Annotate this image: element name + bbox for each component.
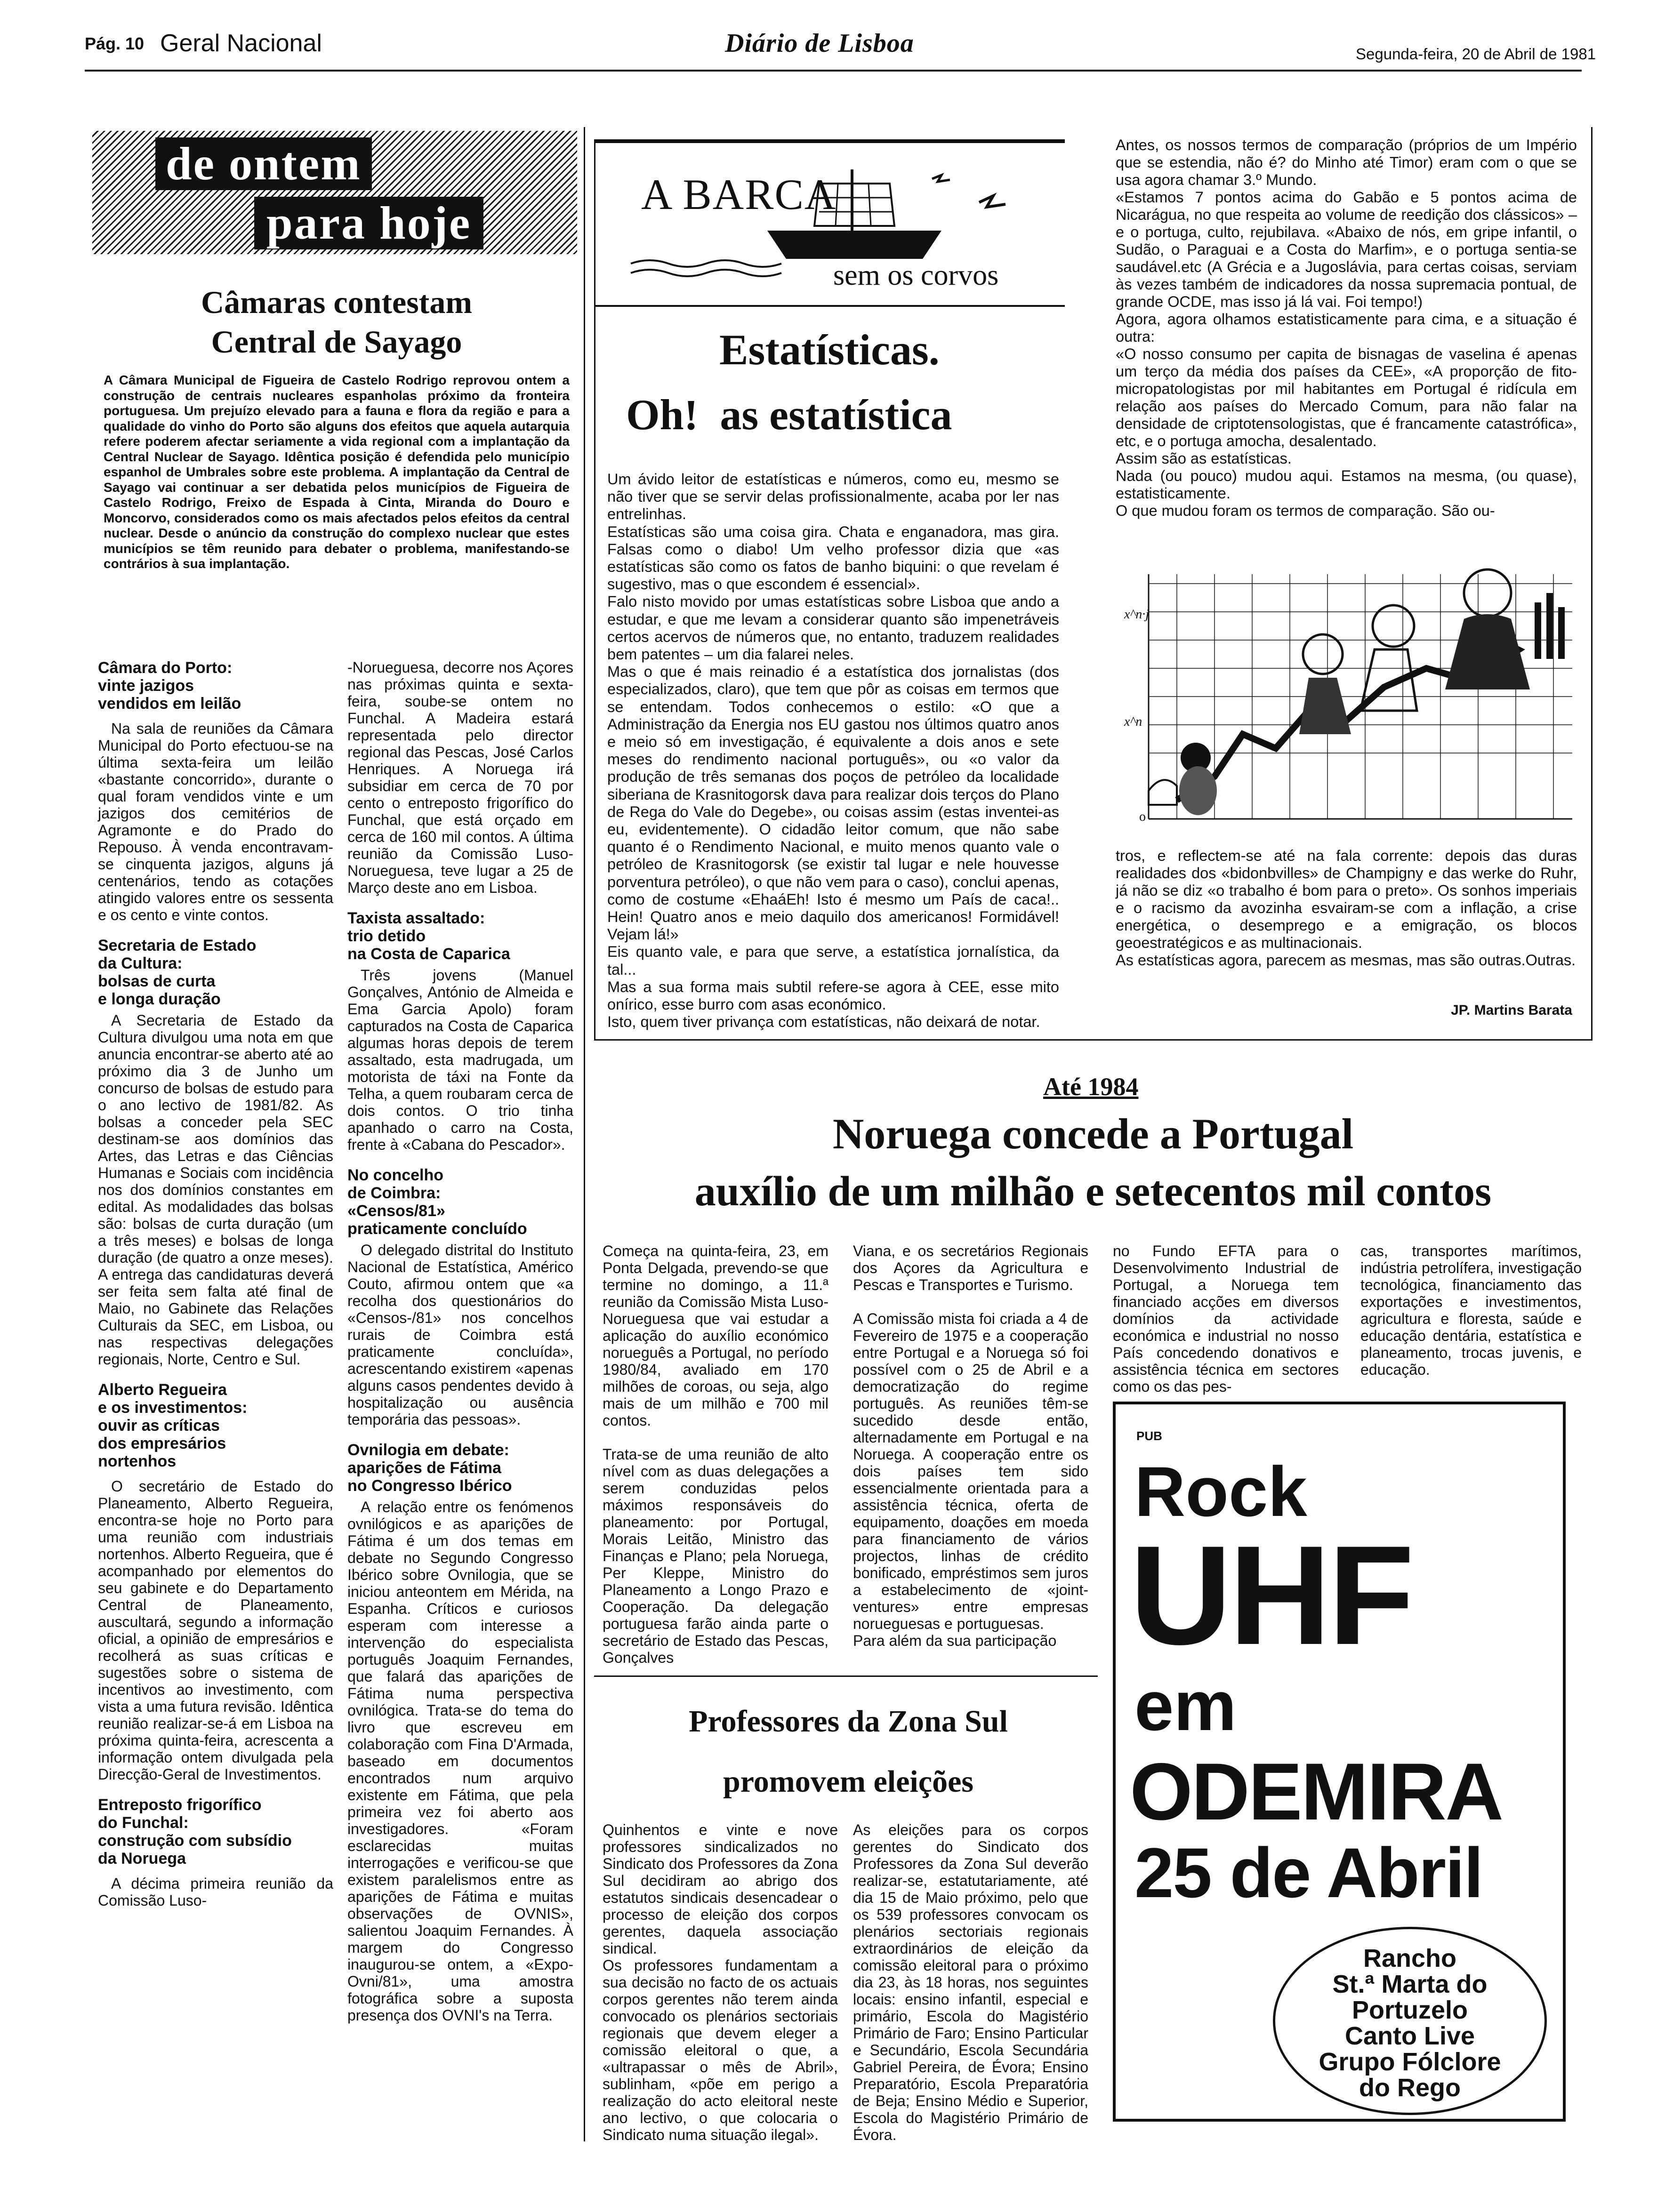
noruega-kicker: Até 1984 bbox=[1043, 1073, 1139, 1101]
ad-lineup-text: Rancho St.ª Marta do Portuzelo Canto Live Grupo Fólclore do Rego bbox=[1319, 1944, 1501, 2102]
banner-para-hoje: para hoje bbox=[254, 197, 483, 249]
brief-headline: Entreposto frigorífico do Funchal: construção com subsídio da Noruega bbox=[98, 1796, 292, 1867]
page-header bbox=[0, 0, 1657, 94]
issue-date: Segunda-feira, 20 de Abril de 1981 bbox=[1356, 45, 1596, 63]
brief-headline: Taxista assaltado: trio detido na Costa de Caparica bbox=[347, 909, 510, 963]
cartoon-axis-mid-label: x^n bbox=[1124, 714, 1142, 729]
barca-logo bbox=[612, 151, 1045, 301]
barca-title-1: Estatísticas. bbox=[719, 326, 940, 374]
ontem-column-2 bbox=[347, 659, 578, 2024]
noruega-column-1: Começa na quinta-feira, 23, em Ponta Delgada, prevendo-se que termine no domingo, a 11.ª reunião da Comissão Mista Luso-Norueguesa que vai estudar a aplicação do auxílio económico norueguês a Portugal, no período 1980/84, avaliado em 170 milhões de coroas, ou seja, algo mais de um milhão e 700 mil contos. Trata-se de uma reunião de alto nível com as duas delegações a serem conduzidas pelos máximos responsáveis do planeamento: por Portugal, Morais Leitão, Ministro das Finanças e Plano; pela Noruega, Per Kleppe, Ministro do Planeamento a Longo Prazo e Cooperação. Da delegação portuguesa farão ainda parte o secretário de Estado das Pescas, Gonçalves bbox=[603, 1242, 828, 1666]
noruega-column-3: no Fundo EFTA para o Desenvolvimento Industrial de Portugal, a Noruega tem financiado acções em diversos domínios da actividade económica e industrial no nosso País concedendo donativos e assistência técnica em sectores como os das pes- bbox=[1113, 1242, 1343, 1395]
ontem-lead: A Câmara Municipal de Figueira de Castelo Rodrigo reprovou ontem a construção de centrais nucleares espanholas próximo da fronteira portuguesa. Um prejuízo elevado para a fauna e flora da região e para a qualidade do vinho do Porto são alguns dos efeitos que aquela autarquia refere poderem afectar seriamente a vida regional com a implantação da Central Nuclear de Sayago. Idêntica posição é defendida pelo município espanhol de Umbrales sobre este problema. A implantação da Central de Sayago vai continuar a ser debatida pelos municípios de Figueira de Castelo Rodrigo, Freixo de Espada à Cinta, Miranda do Douro e Moncorvo, considerados como os mais afectados pelos efeitos da central nuclear. Desde o anúncio da construção do complexo nuclear que estes municípios se têm reunido para debater o problema, manifestando-se contrários à sua implantação. bbox=[104, 373, 570, 571]
noruega-bottom-rule bbox=[594, 1675, 1098, 1677]
barca-frame-left bbox=[594, 139, 595, 1041]
brief-text: A relação entre os fenómenos ovnilógicos e as aparições de Fátima é um dos temas em debate no Segundo Congresso Ibérico sobre Ovnilogia, que se iniciou anteontem em Mérida, na Espanha. Críticos e curiosos esperam com interesse a intervenção do especialista português Joaquim Fernandes, que falará das aparições de Fátima numa perspectiva ovnilógica. Trata-se do tema do livro que escreveu em colaboração com Fina D'Armada, baseado em documentos encontrados num arquivo existente em Fátima, que pela primeira vez foi aberto aos investigadores. «Foram esclarecidas muitas interrogações e verificou-se que existem paralelismos entre as aparições de Fátima e muitas observações de OVNIS», salientou Joaquim Fernandes. À margem do Congresso inaugurou-se ontem, a «Expo-Ovni/81», uma amostra fotográfica sobre a suposta presença dos OVNI's na Terra. bbox=[347, 1499, 578, 2024]
brief-headline: Secretaria de Estado da Cultura: bolsas de curta e longa duração bbox=[98, 937, 257, 1008]
header-rule bbox=[85, 70, 1582, 72]
professores-title-2: promovem eleições bbox=[723, 1764, 974, 1799]
brief-text: -Norueguesa, decorre nos Açores nas próximas quinta e sexta-feira, soube-se ontem no Funchal. A Madeira estará representada pelo director regional das Pescas, José Carlos Henriques. A Noruega irá subsidiar em cerca de 70 por cento o entreposto frigorífico do Funchal, que está orçado em cerca de 160 mil contos. A última reunião da Comissão Luso-Norueguesa, teve lugar a 25 de Março deste ano em Lisboa. bbox=[347, 659, 578, 896]
statistics-cartoon bbox=[1120, 555, 1582, 838]
masthead-logo: Diário de Lisboa bbox=[725, 29, 914, 58]
barca-top-rule bbox=[594, 139, 1065, 143]
barca-author: JP. Martins Barata bbox=[1451, 1002, 1572, 1018]
professores-title-1: Professores da Zona Sul bbox=[689, 1704, 1008, 1739]
news-brief bbox=[347, 1441, 578, 2024]
news-brief bbox=[98, 1796, 338, 1909]
barca-logo-subtitle: sem os corvos bbox=[833, 259, 999, 291]
brief-text: Na sala de reuniões da Câmara Municipal do Porto efectuou-se na última sexta-feira um leilão «bastante concorrido», durante o qual foram vendidos vinte e um jazigos dos cemitérios de Agramonte e do Prado do Repouso. À venda encontravam-se cinquenta jazigos, alguns já centenários, tendo as cotações atingido valores entre os sessenta e os cento e vinte contos. bbox=[98, 720, 338, 923]
barca-column-2-bottom: tros, e reflectem-se até na fala corrente: depois das duras realidades dos «bidonbvilles» de Champigny e das werke do Ruhr, já não se diz «o trabalho é bom para o preto». Os sonhos imperiais e o racismo da avozinha esvairam-se com a inflação, a crise energética, o desemprego e a emigração, os blocos geoestratégicos e as multinacionais. As estatísticas agora, parecem as mesmas, mas são outras.Outras. bbox=[1116, 847, 1577, 969]
brief-text: A décima primeira reunião da Comissão Luso- bbox=[98, 1875, 338, 1909]
brief-headline: No concelho de Coimbra: «Censos/81» praticamente concluído bbox=[347, 1166, 527, 1238]
news-brief bbox=[347, 659, 578, 896]
banner-de-ontem: de ontem bbox=[155, 137, 372, 190]
brief-headline: Alberto Regueira e os investimentos: ouvir as críticas dos empresários nortenhos bbox=[98, 1381, 248, 1470]
cartoon-drawing bbox=[1120, 555, 1582, 838]
barca-logo-rule bbox=[594, 305, 1065, 307]
page-number: Pág. 10 bbox=[85, 34, 145, 53]
barca-frame-bottom bbox=[594, 1039, 1593, 1041]
professores-column-1: Quinhentos e vinte e nove professores sindicalizados no Sindicato dos Professores da Zona Sul decidiram ao abrigo dos estatutos sindicais desencadear o processo de eleição dos corpos gerentes, daquela associação sindical. Os professores fundamentam a sua decisão no facto de os actuais corpos gerentes não terem ainda convocado os plenários sectoriais regionais que devem eleger a comissão eleitoral o que, a «ultrapassar o mês de Abril», sublinham, «põe em perigo a realização do acto eleitoral neste ano lectivo, o que colocaria o Sindicato numa situação ilegal». bbox=[603, 1821, 838, 2143]
cartoon-axis-top-label: x^n·j bbox=[1124, 607, 1150, 622]
uhf-advertisement bbox=[1113, 1402, 1566, 2122]
section-name: Geral Nacional bbox=[160, 30, 322, 57]
noruega-column-2: Viana, e os secretários Regionais dos Açores da Agricultura e Pescas e Transportes e Turismo. A Comissão mista foi criada a 4 de Fevereiro de 1975 e a cooperação entre Portugal e a Noruega só foi possível com o 25 de Abril e a democratização do regime português. As reuniões têm-se sucedido desde então, alternadamente em Portugal e na Noruega. A cooperação entre os dois países tem sido essencialmente orientada para a assistência técnica, oferta de equipamento, doações em moeda para financiamento de vários projectos, linhas de crédito bonificado, empréstimos sem juros a estabelecimento de «joint-ventures» entre empresas norueguesas e portuguesas. Para além da sua participação bbox=[853, 1242, 1088, 1649]
news-brief bbox=[98, 1381, 338, 1783]
noruega-title-2: auxílio de um milhão e setecentos mil contos bbox=[694, 1168, 1492, 1215]
brief-text: O secretário de Estado do Planeamento, Alberto Regueira, encontra-se hoje no Porto para uma reunião com industriais nortenhos. Alberto Regueira, que é acompanhado por elementos do seu gabinete e do Departamento Central de Planeamento, auscultará, segundo a informação oficial, a opinião de empresários e recolherá as suas críticas e sugestões sobre o sistema de incentivos ao investimento, com vista a uma futura revisão. Idêntica reunião realizar-se-á em Lisboa na próxima quinta-feira, acrescenta a informação ontem divulgada pela Direcção-Geral de Investimentos. bbox=[98, 1478, 338, 1783]
professores-column-2: As eleições para os corpos gerentes do Sindicato dos Professores da Zona Sul deverão realizar-se, estatutariamente, até dia 15 de Maio próximo, pelo que os 539 professores convocam os plenários sectoriais regionais extraordinários de eleição da comissão eleitoral para o próximo dia 23, às 18 horas, nos seguintes locais: ensino infantil, especial e primário, Escola do Magistério Primário de Faro; Ensino Particular e Secundário, Escola Secundária Gabriel Pereira, de Évora; Ensino Preparatório, Escola Preparatória de Beja; Ensino Médio e Superior, Escola do Magistério Primário de Évora. bbox=[853, 1821, 1093, 2143]
news-brief bbox=[98, 659, 338, 923]
brief-headline: Ovnilogia em debate: aparições de Fátima no Congresso Ibérico bbox=[347, 1441, 512, 1495]
barca-title-2: Oh! as estatística bbox=[626, 391, 952, 439]
ontem-headline: Câmaras contestam Central de Sayago bbox=[201, 284, 472, 360]
ad-odemira: ODEMIRA bbox=[1130, 1747, 1503, 1837]
brief-text: Três jovens (Manuel Gonçalves, António de Almeida e Ema Garcia Apolo) foram capturados na Costa de Caparica algumas horas depois de terem assaltado, esta madrugada, um motorista de táxi na Fonte da Telha, a quem roubaram cerca de dois contos. O trio tinha apanhado o carro na Costa, frente à «Cabana do Pescador». bbox=[347, 967, 578, 1153]
brief-headline: Câmara do Porto: vinte jazigos vendidos em leilão bbox=[98, 659, 241, 713]
ad-uhf: UHF bbox=[1130, 1516, 1412, 1674]
news-brief bbox=[347, 1166, 578, 1428]
barca-column-1: Um ávido leitor de estatísticas e números, como eu, mesmo se não tiver que se servir delas profissionalmente, acaba por ler nas entrelinhas. Estatísticas são uma coisa gira. Chata e enganadora, mas gira. Falsas como o diabo! Um velho professor dizia que «as estatísticas são como os fatos de banho biquini: o que revelam é sugestivo, mas o que escondem é essencial». Falo nisto movido por umas estatísticas sobre Lisboa que ando a estudar, e que me levam a considerar quanto são impenetráveis certos acervos de números que, no entanto, traduzem realidades bem patentes – um dia falarei neles. Mas o que é mais reinadio é a estatística dos jornalistas (dos especializados, claro), que tem que pôr as coisas em termos que se entendam. Todos conhecemos o estilo: «O que a Administração da Energia nos EU gastou nos últimos quatro anos e meio só em investigação, é equivalente a dois anos e sete meses do rendimento nacional português», ou «o valor da produção de três semanas dos poços de petróleo da localidade siberiana de Krasnitogorsk dava para realizar dois terços do Plano de Rega do Vale do Degebe», ou coisas assim (estas inventei-as eu, evidentemente). O cidadão leitor comum, que não sabe quanto é o Rendimento Nacional, e muito menos quanto vale o petróleo de Krasnitogorsk (se existir tal lugar e nele houvesse porventura petróleo), o que não vem para o caso), conclui apenas, como de costume «EhaáEh! Isto é mesmo um País de caca!.. Hein! Quatro anos e meio daquilo dos americanos! Formidável! Vejam lá!» Eis quanto vale, e para que serve, a estatística jornalística, da tal... Mas a sua forma mais subtil refere-se agora à CEE, esse mito onírico, esse burro com asas económico. Isto, quem tiver privança com estatísticas, não deixará de notar. bbox=[607, 471, 1059, 1031]
brief-text: A Secretaria de Estado da Cultura divulgou uma nota em que anuncia encontrar-se aberto até ao próximo dia 3 de Junho um concurso de bolsas de estudo para o ano lectivo de 1981/82. As bolsas a conceder pela SEC destinam-se aos domínios das Artes, das Letras e das Ciências Humanas e Sociais com incidência nos dos domínios constantes em edital. As modalidades das bolsas são: bolsas de curta duração (um a três meses) e bolsas de longa duração (de quatro a onze meses). A entrega das candidaturas deverá ser feita sem falta até final de Maio, no Gabinete das Relações Culturais da SEC, em Lisboa, ou nas respectivas delegações regionais, Norte, Centro e Sul. bbox=[98, 1012, 338, 1368]
news-brief bbox=[98, 937, 338, 1368]
cartoon-axis-zero-label: o bbox=[1139, 809, 1146, 824]
ad-em: em bbox=[1134, 1666, 1237, 1745]
ontem-column-1 bbox=[98, 659, 338, 1909]
news-brief bbox=[347, 909, 578, 1153]
ad-date: 25 de Abril bbox=[1134, 1833, 1483, 1912]
brief-text: O delegado distrital do Instituto Nacional de Estatística, Américo Couto, afirmou ontem que «a recolha dos questionários do «Censos-/81» nos concelhos rurais de Coimbra está praticamente concluída», acrescentando existirem «apenas alguns casos pendentes devido à hospitalização ou ausência temporária das pessoas». bbox=[347, 1242, 578, 1428]
ad-pub-label: PUB bbox=[1136, 1429, 1162, 1443]
ad-rock: Rock bbox=[1134, 1452, 1307, 1531]
barca-logo-title: A BARCA bbox=[641, 170, 837, 218]
barca-column-2-top: Antes, os nossos termos de comparação (próprios de um Império que se estendia, não é? do Minho até Timor) eram com o que se usa agora chamar 3.º Mundo. «Estamos 7 pontos acima do Gabão e 5 pontos acima de Nicarágua, no que respeita ao volume de reedição dos clássicos» – e o portuga, culto, rejubilava. «Abaixo de nós, em gripe infantil, o Sudão, o Paraguai e a Costa do Marfim», e o portuga sentia-se saudável.etc (A Grécia e a Jugoslávia, para certas coisas, serviam às vezes também de indicadores da nossa supremacia pontual, de grande OCDE, mas isso já lá vai. Foi tempo!) Agora, agora olhamos estatisticamente para cima, e a situação é outra: «O nosso consumo per capita de bisnagas de vaselina é apenas um terço da média dos países da CEE», «A proporção de fito-micropatologistas por mil habitantes em Portugal é ridícula em relação aos países do Mercado Comum, para não falar na densidade de criptotensologistas, que é francamente catastrófica», etc, e o portuga amocha, desalentado. Assim são as estatísticas. Nada (ou pouco) mudou aqui. Estamos na mesma, (ou quase), estatisticamente. O que mudou foram os termos de comparação. São ou- bbox=[1116, 136, 1577, 519]
noruega-title-1: Noruega concede a Portugal bbox=[832, 1110, 1354, 1158]
noruega-column-4: cas, transportes marítimos, indústria petrolífera, investigação tecnológica, financiamento das exportações e investimentos, agricultura e floresta, saúde e educação dentária, estatística e planeamento, trocas juvenis, e educação. bbox=[1360, 1242, 1586, 1378]
column-rule bbox=[584, 127, 585, 2141]
barca-frame-right bbox=[1591, 127, 1593, 1040]
